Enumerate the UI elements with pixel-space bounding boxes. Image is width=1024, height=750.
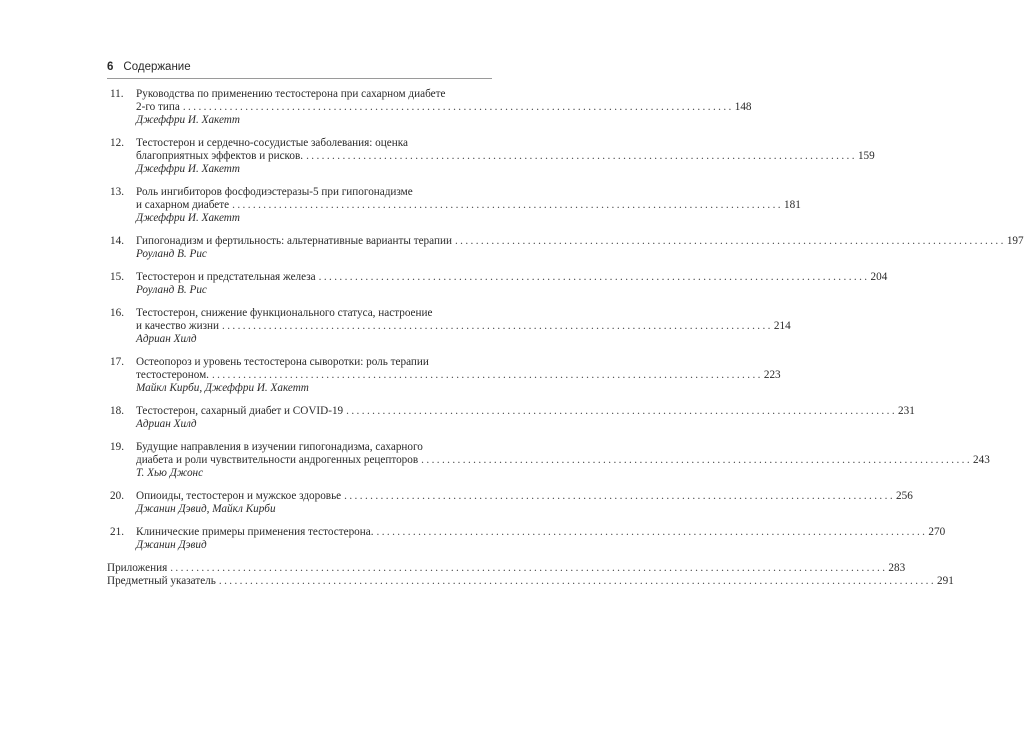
toc-entry-11[interactable] bbox=[107, 88, 752, 127]
chapter-title-line: Тестостерон, сахарный диабет и COVID-19 .......................................................................................................... 231 bbox=[136, 405, 915, 417]
toc-entry-13[interactable] bbox=[107, 186, 801, 225]
chapter-author: Джеффри И. Хакетт bbox=[136, 114, 240, 126]
chapter-author: Роуланд В. Рис bbox=[136, 248, 207, 260]
chapter-number: 13. bbox=[110, 186, 124, 198]
running-header bbox=[107, 60, 492, 79]
chapter-author: Адриан Хилд bbox=[136, 333, 197, 345]
chapter-title-line: Тестостерон, снижение функционального статуса, настроение bbox=[136, 307, 433, 319]
chapter-page: 223 bbox=[763, 369, 781, 381]
chapter-title-line: Тестостерон и предстательная железа .......................................................................................................... 204 bbox=[136, 271, 888, 283]
page-number: 6 bbox=[107, 61, 114, 73]
chapter-title-line: Тестостерон и сердечно-сосудистые заболевания: оценка bbox=[136, 137, 408, 149]
chapter-number: 16. bbox=[110, 307, 124, 319]
chapter-author: Джеффри И. Хакетт bbox=[136, 212, 240, 224]
chapter-page: 181 bbox=[784, 199, 801, 211]
chapter-title-line: Опиоиды, тестостерон и мужское здоровье .......................................................................................................... 256 bbox=[136, 490, 913, 502]
appendix-page: 283 bbox=[888, 562, 906, 574]
chapter-number: 18. bbox=[110, 405, 124, 417]
dot-leader: .......................................................................................................... bbox=[222, 320, 773, 332]
chapter-author: Адриан Хилд bbox=[136, 418, 197, 430]
chapter-title-line: и сахарном диабете .......................................................................................................... 181 bbox=[136, 199, 801, 211]
toc-entry-subject-index[interactable]: Предметный указатель .......................................................................................................................................... 291 bbox=[107, 575, 954, 587]
chapter-title-line: и качество жизни .......................................................................................................... 214 bbox=[136, 320, 791, 332]
chapter-page: 159 bbox=[857, 150, 875, 162]
dot-leader: .......................................................................................................... bbox=[318, 271, 870, 283]
toc-entry-appendices[interactable]: Приложения .......................................................................................................................................... 283 bbox=[107, 562, 906, 574]
toc-entry-18[interactable] bbox=[107, 405, 915, 431]
chapter-number: 19. bbox=[110, 441, 124, 453]
chapter-title-line: 2-го типа .......................................................................................................... 148 bbox=[136, 101, 752, 113]
chapter-title-line: Будущие направления в изучении гипогонадизма, сахарного bbox=[136, 441, 423, 453]
chapter-title-line: Остеопороз и уровень тестостерона сыворотки: роль терапии bbox=[136, 356, 429, 368]
chapter-author: Джанин Дэвид, Майкл Кирби bbox=[136, 503, 276, 515]
table-of-contents bbox=[107, 88, 1024, 588]
chapter-title-line: благоприятных эффектов и рисков. .......................................................................................................... 159 bbox=[136, 150, 875, 162]
chapter-page: 256 bbox=[896, 490, 913, 502]
toc-entry-12[interactable] bbox=[107, 137, 875, 176]
chapter-title-line: диабета и роли чувствительности андрогенных рецепторов .......................................................................................................... 243 bbox=[136, 454, 990, 466]
dot-leader: .......................................................................................................................................... bbox=[170, 562, 888, 574]
chapter-title-line: Руководства по применению тестостерона при сахарном диабете bbox=[136, 88, 446, 100]
chapter-page: 197 bbox=[1006, 235, 1024, 247]
chapter-title-line: Роль ингибиторов фосфодиэстеразы-5 при гипогонадизме bbox=[136, 186, 413, 198]
chapter-author: Т. Хью Джонс bbox=[136, 467, 204, 479]
toc-entry-17[interactable] bbox=[107, 356, 781, 395]
toc-entry-14[interactable] bbox=[107, 235, 1024, 261]
chapter-number: 17. bbox=[110, 356, 124, 368]
toc-entry-21[interactable] bbox=[107, 526, 946, 552]
running-header-title: Содержание bbox=[123, 61, 191, 73]
dot-leader: .......................................................................................................... bbox=[344, 490, 896, 502]
chapter-page: 214 bbox=[773, 320, 791, 332]
dot-leader: .......................................................................................................... bbox=[182, 101, 734, 113]
chapter-title-line: Гипогонадизм и фертильность: альтернативные варианты терапии .......................................................................................................... 197 bbox=[136, 235, 1024, 247]
dot-leader: .......................................................................................................... bbox=[232, 199, 783, 211]
chapter-number: 14. bbox=[110, 235, 124, 247]
chapter-page: 243 bbox=[973, 454, 990, 466]
index-page: 291 bbox=[937, 575, 954, 587]
chapter-author: Майкл Кирби, Джеффри И. Хакетт bbox=[136, 382, 309, 394]
chapter-page: 148 bbox=[734, 101, 752, 113]
chapter-author: Джеффри И. Хакетт bbox=[136, 163, 240, 175]
dot-leader: .......................................................................................................... bbox=[211, 369, 763, 381]
chapter-title-line: Клинические примеры применения тестостерона. .......................................................................................................... 270 bbox=[136, 526, 946, 538]
chapter-number: 15. bbox=[110, 271, 124, 283]
dot-leader: .......................................................................................................................................... bbox=[218, 575, 937, 587]
chapter-number: 11. bbox=[110, 88, 124, 100]
toc-entry-15[interactable] bbox=[107, 271, 888, 297]
dot-leader: .......................................................................................................... bbox=[346, 405, 898, 417]
chapter-title-line: тестостероном. .......................................................................................................... 223 bbox=[136, 369, 781, 381]
chapter-number: 12. bbox=[110, 137, 124, 149]
toc-entry-20[interactable] bbox=[107, 490, 913, 516]
toc-entry-19[interactable] bbox=[107, 441, 990, 480]
chapter-number: 20. bbox=[110, 490, 124, 502]
chapter-author: Роуланд В. Рис bbox=[136, 284, 207, 296]
chapter-number: 21. bbox=[110, 526, 124, 538]
dot-leader: .......................................................................................................... bbox=[376, 526, 928, 538]
back-matter bbox=[107, 562, 954, 588]
chapter-page: 231 bbox=[898, 405, 915, 417]
chapter-page: 270 bbox=[928, 526, 946, 538]
toc-entry-16[interactable] bbox=[107, 307, 791, 346]
chapter-author: Джанин Дэвид bbox=[136, 539, 207, 551]
dot-leader: .......................................................................................................... bbox=[454, 235, 1006, 247]
dot-leader: .......................................................................................................... bbox=[421, 454, 973, 466]
dot-leader: .......................................................................................................... bbox=[306, 150, 857, 162]
chapter-page: 204 bbox=[870, 271, 888, 283]
